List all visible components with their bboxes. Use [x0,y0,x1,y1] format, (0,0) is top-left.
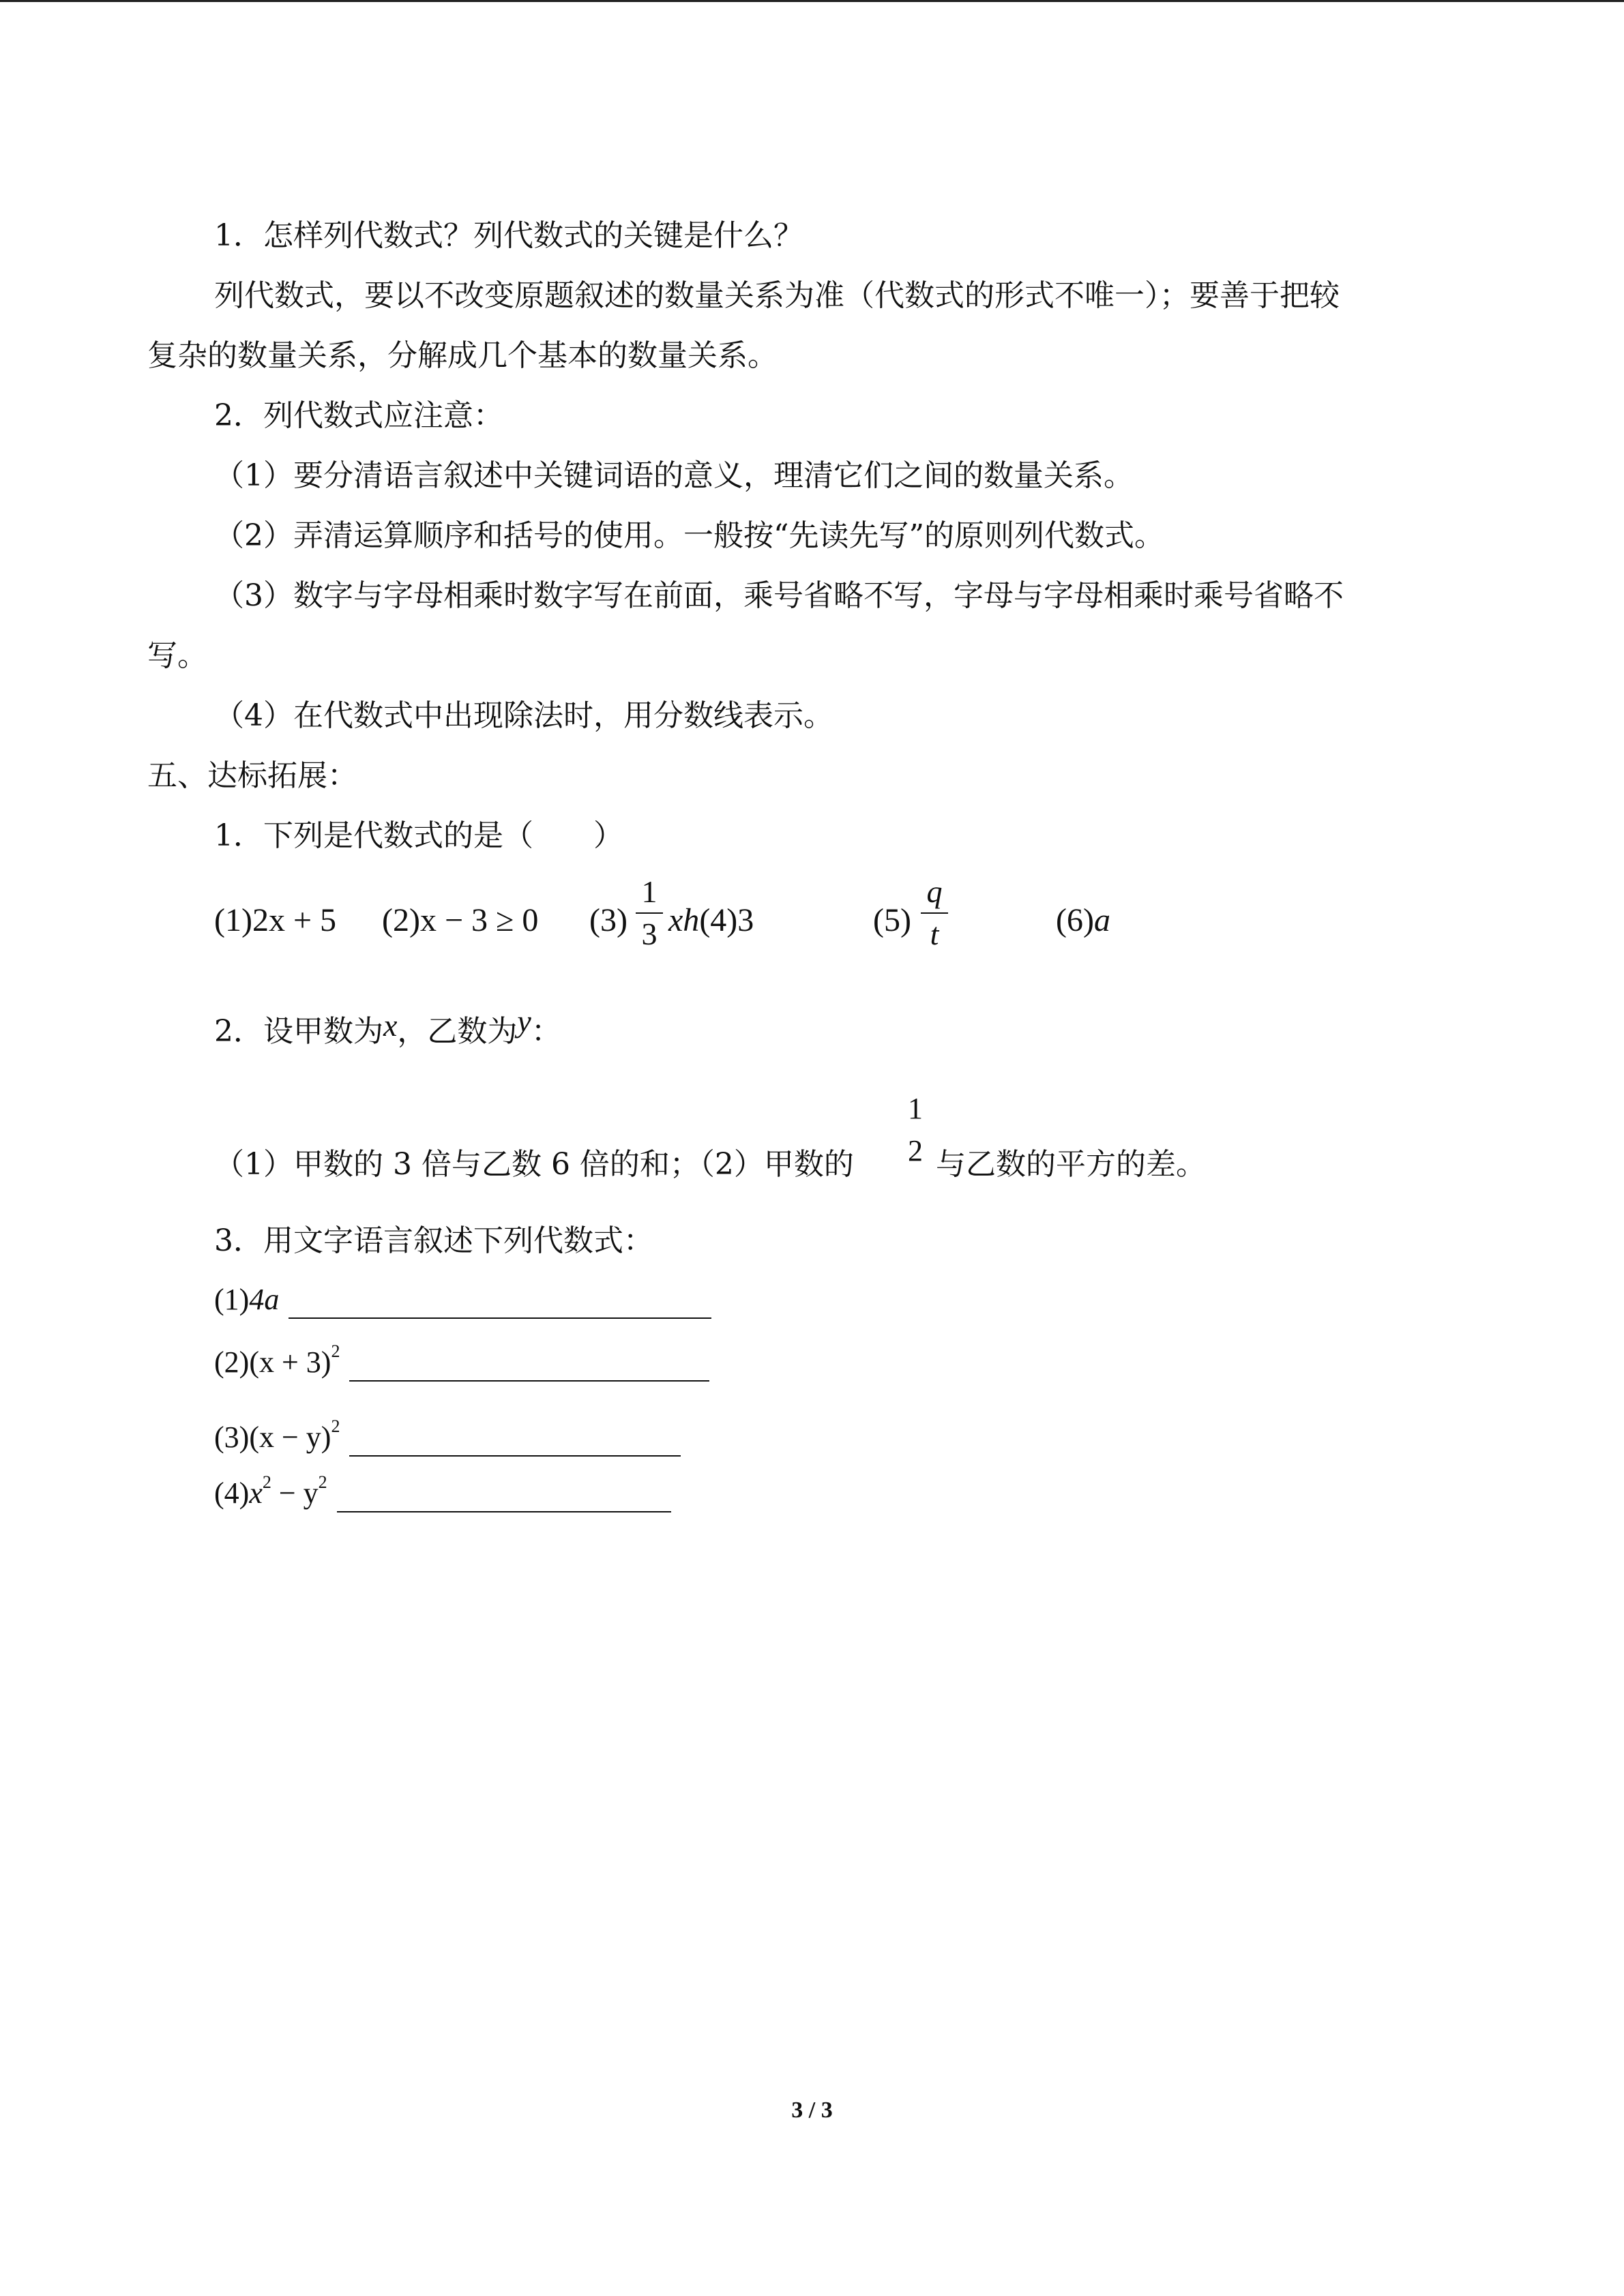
option-5-label: (5) [873,902,911,938]
answer-blank[interactable] [349,1425,681,1457]
exercise-1-stem: 1．下列是代数式的是（ ） [214,818,623,853]
option-2: (2)x − 3 ≥ 0 [382,902,539,938]
exercise-2-part-1: （1）甲数的 3 倍与乙数 6 倍的和；（2）甲数的 [214,1147,854,1182]
option-3-4: xh(4)3 [668,902,754,938]
page-top-border [0,0,1624,2]
fraction-bar [902,1129,929,1131]
half-fraction: 1 2 [902,1091,929,1169]
answer-blank[interactable] [349,1350,709,1382]
page-number: 3 / 3 [791,2098,833,2123]
note-1: （1）要分清语言叙述中关键词语的意义，理清它们之间的数量关系。 [214,458,1134,493]
fraction-bar [921,912,948,914]
option-3-label: (3) [589,902,628,938]
note-2: （2）弄清运算顺序和括号的使用。一般按“先读先写”的原则列代数式。 [214,518,1164,553]
answer-1-line-1: 列代数式，要以不改变原题叙述的数量关系为准（代数式的形式不唯一）；要善于把较 [214,278,1340,313]
option-1-expr: 2x + 5 [252,902,337,938]
option-2-expr: x − 3 ≥ 0 [419,902,539,938]
answer-blank[interactable] [289,1287,711,1319]
option-1: (1)2x + 5 [214,902,337,938]
section-5-heading: 五、达标拓展： [147,758,357,793]
option-6: (6)a [1056,902,1110,938]
question-1: 1．怎样列代数式？列代数式的关键是什么？ [214,218,803,253]
exercise-3-item-1: (1)4a [214,1281,711,1319]
answer-1-line-2: 复杂的数量关系，分解成几个基本的数量关系。 [147,338,778,373]
exercise-2-stem: 2．设甲数为x，乙数为y： [214,1004,561,1049]
exercise-3-item-3: $(3)(x - y)^2$ [214,1407,681,1457]
note-3-line-1: （3）数字与字母相乘时数字写在前面，乘号省略不写，字母与字母相乘时乘号省略不 [214,578,1344,613]
option-3-fraction: 1 3 [636,874,663,952]
exercise-3-item-4: $(4)x^2 - y^2$ [214,1463,671,1512]
exercise-2-part-2: 与乙数的平方的差。 [936,1147,1206,1182]
exercise-3-stem: 3．用文字语言叙述下列代数式： [214,1223,653,1258]
fraction-bar [636,912,663,914]
note-3-line-2: 写。 [147,638,207,673]
answer-blank[interactable] [337,1481,671,1512]
question-2: 2．列代数式应注意： [214,398,503,433]
note-4: （4）在代数式中出现除法时，用分数线表示。 [214,698,833,733]
exercise-3-item-2: $(2)(x + 3)^2$ [214,1332,709,1382]
option-5-fraction: q t [921,874,948,952]
